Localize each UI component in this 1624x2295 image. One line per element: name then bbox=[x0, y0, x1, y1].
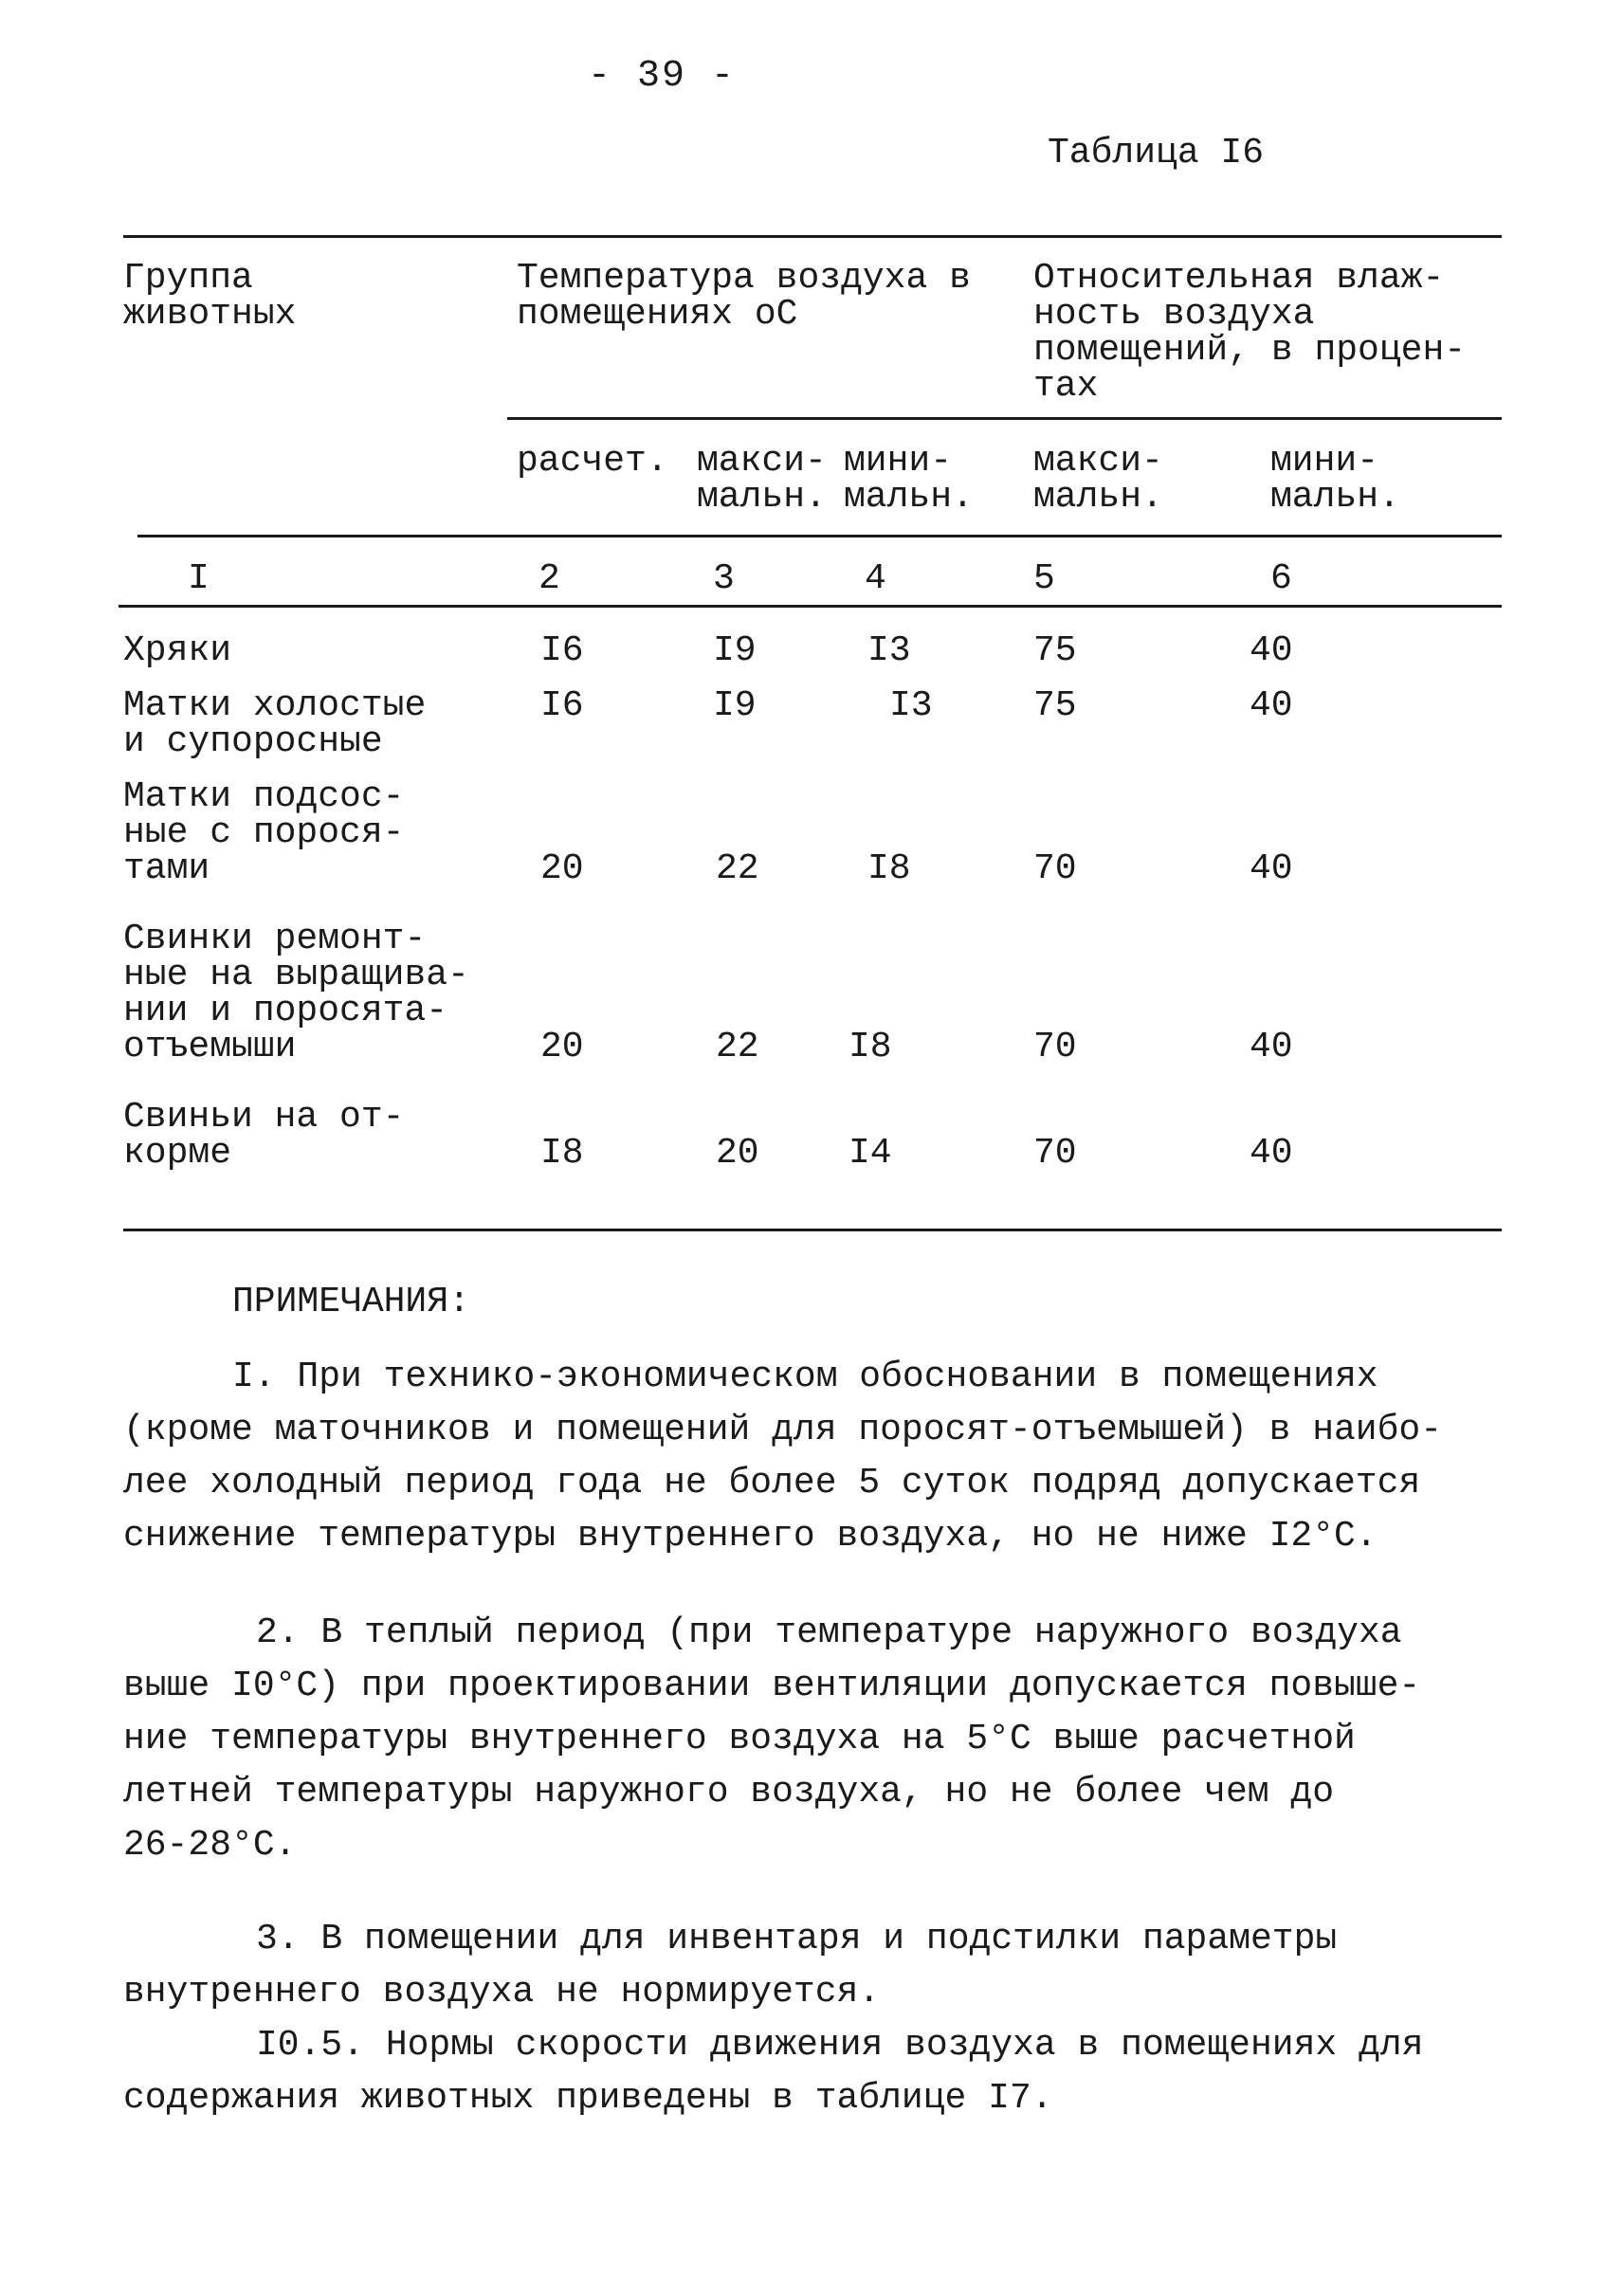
row-group: ные на выращива- bbox=[123, 955, 469, 995]
column-number: 4 bbox=[865, 558, 886, 599]
table-rule-top bbox=[123, 235, 1502, 238]
header-temp-line: помещениях оС bbox=[517, 294, 798, 335]
note-line: летней температуры наружного воздуха, но не более чем до bbox=[123, 1772, 1335, 1812]
header-temp-line: Температура воздуха в bbox=[517, 258, 971, 299]
column-number: I bbox=[188, 558, 210, 599]
cell-calc: I6 bbox=[540, 630, 584, 671]
header-hum-line: помещений, в процен- bbox=[1033, 330, 1467, 371]
note-line: ние температуры внутреннего воздуха на 5°С выше расчетной bbox=[123, 1719, 1356, 1759]
row-group: Свинки ремонт- bbox=[123, 919, 427, 959]
cell-hum-min: 40 bbox=[1250, 848, 1293, 889]
note-line: лее холодный период года не более 5 суток подряд допускается bbox=[123, 1463, 1421, 1503]
column-number: 2 bbox=[538, 558, 560, 599]
cell-hum-min: 40 bbox=[1250, 1133, 1293, 1174]
cell-hum-max: 70 bbox=[1033, 1027, 1077, 1067]
cell-temp-min: I8 bbox=[848, 1027, 892, 1067]
cell-temp-max: 20 bbox=[716, 1133, 759, 1174]
table-title: Таблица I6 bbox=[1048, 133, 1265, 173]
notes-heading: ПРИМЕЧАНИЯ: bbox=[232, 1282, 470, 1322]
subheader-calc: расчет. bbox=[517, 441, 668, 482]
note-line: внутреннего воздуха не нормируется. bbox=[123, 1972, 881, 2013]
row-group: тами bbox=[123, 848, 210, 889]
column-number: 3 bbox=[713, 558, 735, 599]
table-rule-sub bbox=[507, 417, 1502, 420]
header-hum-line: ность воздуха bbox=[1033, 294, 1315, 335]
row-group: Свиньи на от- bbox=[123, 1097, 405, 1138]
subheader-temp-min: мини- bbox=[844, 441, 953, 482]
column-number: 6 bbox=[1270, 558, 1292, 599]
header-hum-line: тах bbox=[1033, 366, 1099, 407]
subheader-temp-min: мальн. bbox=[844, 477, 974, 518]
cell-hum-max: 75 bbox=[1033, 685, 1077, 726]
cell-temp-max: 22 bbox=[716, 848, 759, 889]
row-group: Матки подсос- bbox=[123, 776, 405, 817]
row-group: корме bbox=[123, 1133, 232, 1174]
cell-calc: I8 bbox=[540, 1133, 584, 1174]
note-line: содержания животных приведены в таблице I7. bbox=[123, 2078, 1053, 2119]
header-group-line: Группа bbox=[123, 258, 253, 299]
note-line: I0.5. Нормы скорости движения воздуха в помещениях для bbox=[256, 2025, 1424, 2066]
cell-hum-max: 70 bbox=[1033, 1133, 1077, 1174]
note-line: 3. В помещении для инвентаря и подстилки параметры bbox=[256, 1919, 1338, 1959]
note-line: 2. В теплый период (при температуре наружного воздуха bbox=[256, 1612, 1402, 1653]
cell-temp-max: 22 bbox=[716, 1027, 759, 1067]
row-group: Матки холостые bbox=[123, 685, 427, 726]
cell-temp-min: I8 bbox=[867, 848, 911, 889]
cell-calc: 20 bbox=[540, 848, 584, 889]
note-line: I. При технико-экономическом обосновании в помещениях bbox=[232, 1357, 1378, 1397]
subheader-temp-max: макси- bbox=[697, 441, 827, 482]
note-line: 26-28°С. bbox=[123, 1825, 297, 1866]
row-group: и супоросные bbox=[123, 721, 383, 762]
row-group: отъемыши bbox=[123, 1027, 297, 1067]
cell-calc: I6 bbox=[540, 685, 584, 726]
column-number: 5 bbox=[1033, 558, 1055, 599]
cell-temp-max: I9 bbox=[713, 630, 757, 671]
cell-hum-min: 40 bbox=[1250, 630, 1293, 671]
table-rule-head bbox=[137, 535, 1502, 537]
cell-temp-max: I9 bbox=[713, 685, 757, 726]
subheader-hum-max: макси- bbox=[1033, 441, 1163, 482]
subheader-hum-min: мальн. bbox=[1270, 477, 1400, 518]
header-hum-line: Относительная влаж- bbox=[1033, 258, 1445, 299]
cell-temp-min: I3 bbox=[867, 630, 911, 671]
note-line: (кроме маточников и помещений для поросят-отъемышей) в наибо- bbox=[123, 1410, 1443, 1450]
cell-hum-max: 70 bbox=[1033, 848, 1077, 889]
cell-temp-min: I3 bbox=[889, 685, 933, 726]
table-rule-bottom bbox=[123, 1229, 1502, 1231]
note-line: снижение температуры внутреннего воздуха, но не ниже I2°С. bbox=[123, 1516, 1378, 1557]
page-number: - 39 - bbox=[588, 55, 737, 98]
subheader-hum-min: мини- bbox=[1270, 441, 1379, 482]
subheader-temp-max: мальн. bbox=[697, 477, 827, 518]
row-group: Хряки bbox=[123, 630, 232, 671]
row-group: ные с порося- bbox=[123, 812, 405, 853]
note-line: выше I0°С) при проектировании вентиляции допускается повыше- bbox=[123, 1666, 1421, 1706]
cell-hum-max: 75 bbox=[1033, 630, 1077, 671]
cell-temp-min: I4 bbox=[848, 1133, 892, 1174]
header-group-line: животных bbox=[123, 294, 297, 335]
cell-calc: 20 bbox=[540, 1027, 584, 1067]
cell-hum-min: 40 bbox=[1250, 685, 1293, 726]
subheader-hum-max: мальн. bbox=[1033, 477, 1163, 518]
row-group: нии и поросята- bbox=[123, 991, 448, 1031]
table-rule-num bbox=[119, 605, 1502, 608]
cell-hum-min: 40 bbox=[1250, 1027, 1293, 1067]
